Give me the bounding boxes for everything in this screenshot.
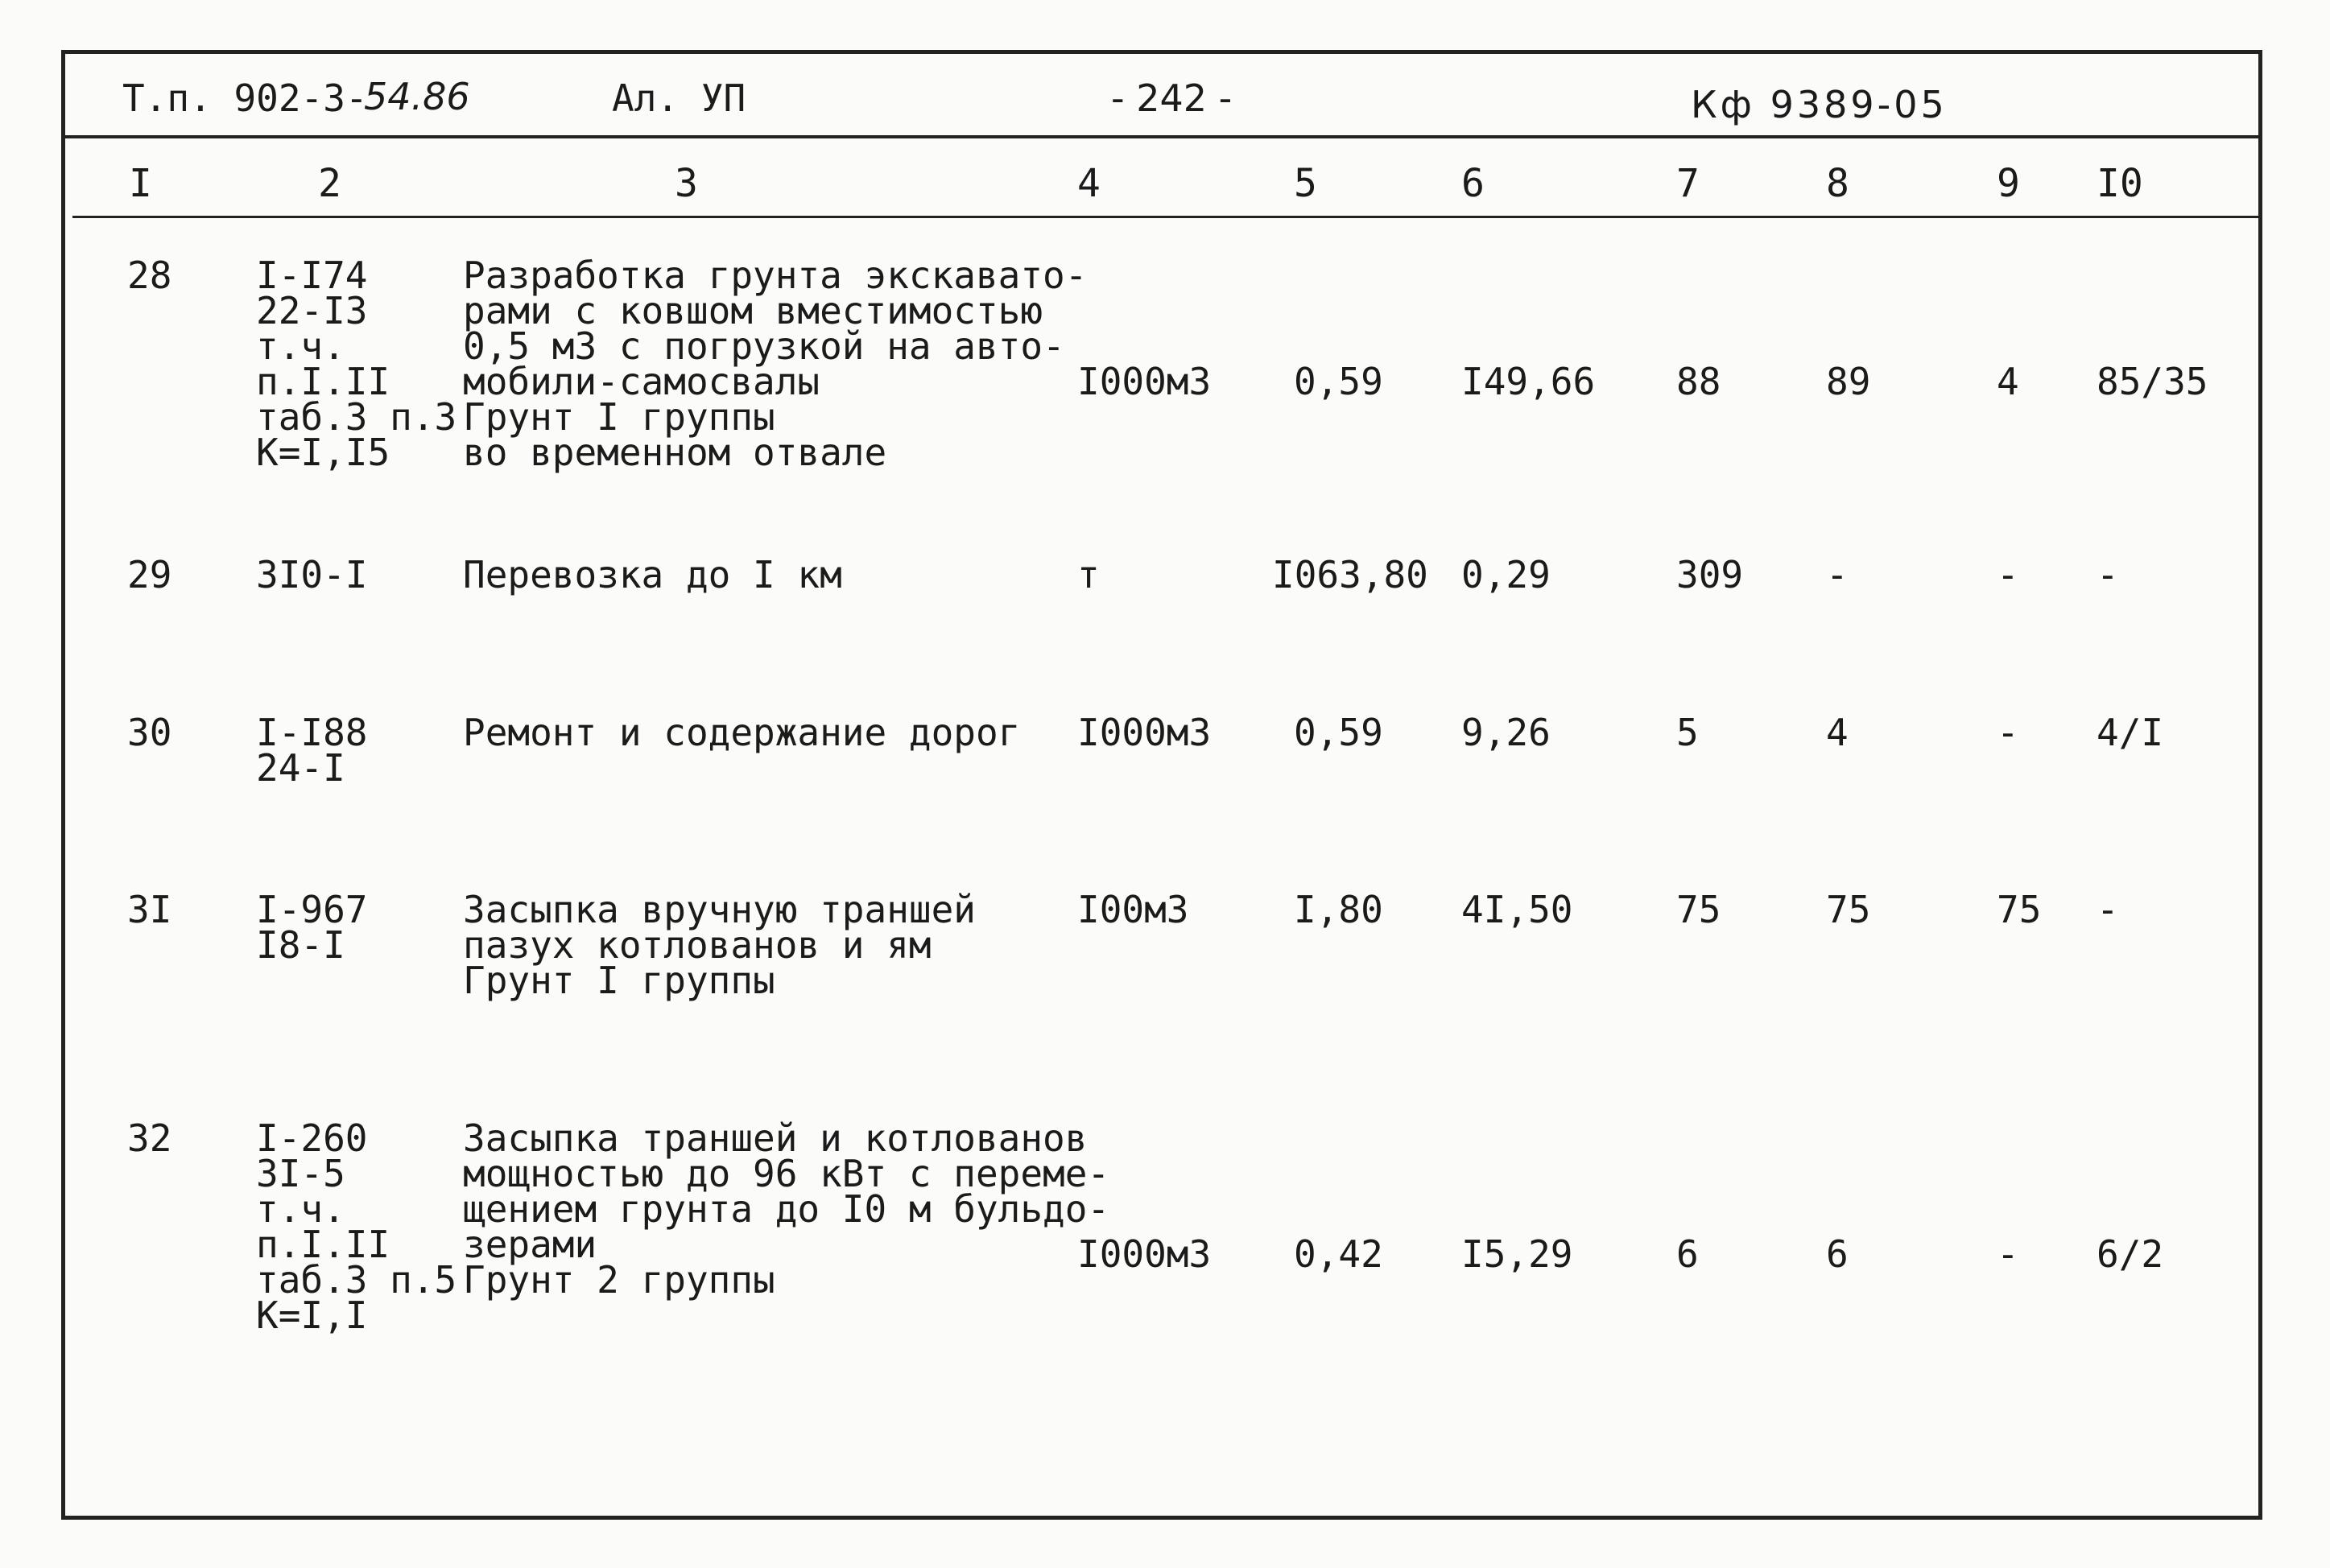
col7-value: 6 bbox=[1676, 1232, 1699, 1276]
col8-value: 75 bbox=[1826, 888, 1871, 931]
col-number-6: 6 bbox=[1461, 161, 1485, 206]
unit-price: I5,29 bbox=[1461, 1232, 1573, 1276]
col9-value: - bbox=[1997, 553, 2019, 596]
document-code: Кф 9389-05 bbox=[1691, 83, 1948, 126]
tp-prefix: Т.п. 902-3- bbox=[122, 76, 368, 120]
col8-value: 4 bbox=[1826, 711, 1849, 754]
col-number-5: 5 bbox=[1294, 161, 1317, 206]
rate-code: I-967 I8-I bbox=[256, 888, 368, 967]
col-number-3: 3 bbox=[675, 161, 698, 206]
work-description: Засыпка вручную траншей пазух котлованов и ям Грунт I группы bbox=[463, 888, 976, 1002]
col-number-4: 4 bbox=[1077, 161, 1101, 206]
col-number-9: 9 bbox=[1997, 161, 2020, 206]
quantity: 0,59 bbox=[1294, 360, 1383, 403]
row-number: 28 bbox=[127, 254, 172, 297]
rate-code: 3I0-I bbox=[256, 553, 368, 596]
col7-value: 309 bbox=[1676, 553, 1744, 596]
work-description: Разработка грунта экскавато- рами с ковшом вместимостью 0,5 м3 с погрузкой на авто- мобили-самосвалы Грунт I группы во временном отвале bbox=[463, 254, 1088, 474]
page-number: - 242 - bbox=[1111, 76, 1233, 120]
col-number-1: I bbox=[129, 161, 152, 206]
quantity: I063,80 bbox=[1272, 553, 1428, 596]
col9-value: 4 bbox=[1997, 360, 2019, 403]
col-number-8: 8 bbox=[1826, 161, 1849, 206]
unit: I000м3 bbox=[1077, 360, 1212, 403]
col9-value: 75 bbox=[1997, 888, 2042, 931]
col8-value: 89 bbox=[1826, 360, 1871, 403]
col10-value: - bbox=[2097, 553, 2119, 596]
rate-code: I-I74 22-I3 т.ч. п.I.II таб.3 п.3 К=I,I5 bbox=[256, 254, 457, 474]
col8-value: 6 bbox=[1826, 1232, 1849, 1276]
quantity: 0,59 bbox=[1294, 711, 1383, 754]
tp-number-handwritten: 54.86 bbox=[364, 75, 470, 118]
unit: т bbox=[1077, 553, 1100, 596]
col10-value: 85/35 bbox=[2097, 360, 2208, 403]
col9-value: - bbox=[1997, 711, 2019, 754]
work-description: Перевозка до I км bbox=[463, 553, 842, 596]
work-description: Ремонт и содержание дорог bbox=[463, 711, 1021, 754]
work-description: Засыпка траншей и котлованов мощностью до 96 кВт с переме- щением грунта до I0 м бульдо- зерами Грунт 2 группы bbox=[463, 1116, 1110, 1302]
col7-value: 88 bbox=[1676, 360, 1721, 403]
rate-code: I-260 3I-5 т.ч. п.I.II таб.3 п.5 К=I,I bbox=[256, 1116, 457, 1337]
col10-value: 6/2 bbox=[2097, 1232, 2164, 1276]
quantity: I,80 bbox=[1294, 888, 1383, 931]
row-number: 32 bbox=[127, 1116, 172, 1160]
col7-value: 5 bbox=[1676, 711, 1699, 754]
unit: I000м3 bbox=[1077, 711, 1212, 754]
row-number: 29 bbox=[127, 553, 172, 596]
col10-value: 4/I bbox=[2097, 711, 2164, 754]
col8-value: - bbox=[1826, 553, 1849, 596]
row-number: 3I bbox=[127, 888, 172, 931]
rate-code: I-I88 24-I bbox=[256, 711, 368, 790]
col9-value: - bbox=[1997, 1232, 2019, 1276]
col7-value: 75 bbox=[1676, 888, 1721, 931]
col10-value: - bbox=[2097, 888, 2119, 931]
header-divider bbox=[61, 135, 2262, 138]
row-number: 30 bbox=[127, 711, 172, 754]
col-number-7: 7 bbox=[1676, 161, 1700, 206]
quantity: 0,42 bbox=[1294, 1232, 1383, 1276]
unit-price: 4I,50 bbox=[1461, 888, 1573, 931]
col-number-10: I0 bbox=[2097, 161, 2143, 206]
unit-price: 9,26 bbox=[1461, 711, 1551, 754]
unit-price: I49,66 bbox=[1461, 360, 1596, 403]
unit: I000м3 bbox=[1077, 1232, 1212, 1276]
column-numbers-divider bbox=[72, 216, 2262, 218]
col-number-2: 2 bbox=[318, 161, 341, 206]
unit-price: 0,29 bbox=[1461, 553, 1551, 596]
album-label: Ал. УП bbox=[612, 76, 746, 120]
unit: I00м3 bbox=[1077, 888, 1189, 931]
